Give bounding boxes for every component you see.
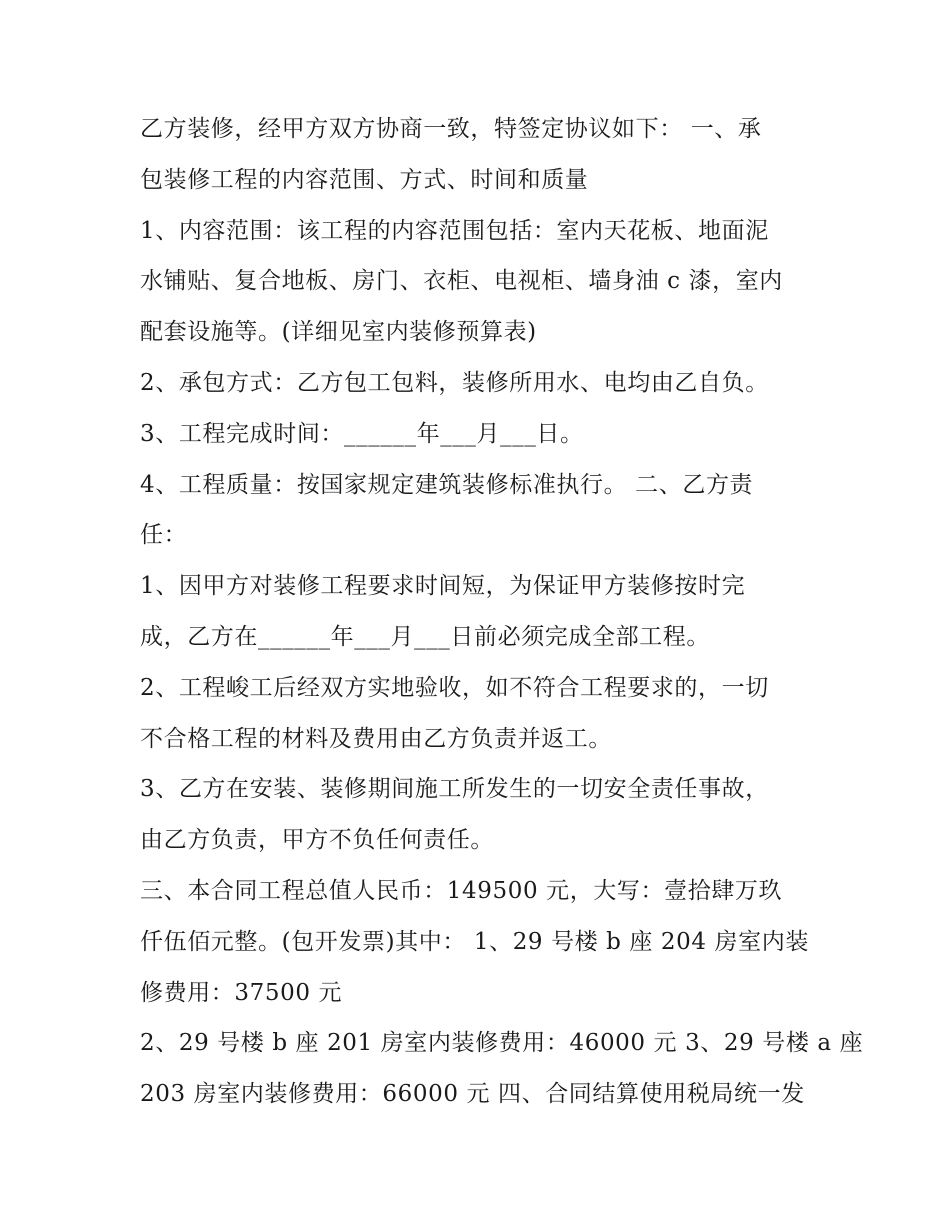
text-line: 包装修工程的内容范围、方式、时间和质量	[140, 166, 589, 193]
text-line: 3、工程完成时间：______年___月___日。	[140, 420, 584, 447]
text-line: 三、本合同工程总值人民币：149500 元，大写：壹拾肆万玖	[140, 877, 783, 904]
text-line: 2、承包方式：乙方包工包料，装修所用水、电均由乙自负。	[140, 369, 769, 396]
text-line: 1、内容范围：该工程的内容范围包括：室内天花板、地面泥	[140, 217, 769, 244]
document-body	[140, 104, 864, 1120]
text-line: 配套设施等。(详细见室内装修预算表)	[140, 319, 537, 346]
text-line: 3、乙方在安装、装修期间施工所发生的一切安全责任事故，	[140, 776, 769, 803]
text-line: 4、工程质量：按国家规定建筑装修标准执行。 二、乙方责	[140, 471, 754, 498]
text-line: 1、因甲方对装修工程要求时间短，为保证甲方装修按时完	[140, 573, 746, 600]
text-line: 乙方装修，经甲方双方协商一致，特签定协议如下： 一、承	[140, 116, 762, 142]
text-line: 成，乙方在______年___月___日前必须完成全部工程。	[140, 623, 710, 650]
text-line: 水铺贴、复合地板、房门、衣柜、电视柜、墙身油 c 漆，室内	[140, 268, 783, 295]
text-line: 修费用：37500 元	[140, 979, 343, 1006]
text-line: 仟伍佰元整。(包开发票)其中： 1、29 号楼 b 座 204 房室内装	[140, 928, 809, 955]
text-line: 不合格工程的材料及费用由乙方负责并返工。	[140, 725, 612, 752]
text-line: 由乙方负责，甲方不负任何责任。	[140, 827, 494, 854]
text-line: 203 房室内装修费用：66000 元 四、合同结算使用税局统一发	[140, 1081, 805, 1108]
text-line: 2、工程峻工后经双方实地验收，如不符合工程要求的，一切	[140, 674, 769, 701]
text-line: 2、29 号楼 b 座 201 房室内装修费用：46000 元 3、29 号楼 a 座	[140, 1030, 864, 1057]
text-line: 任：	[140, 522, 188, 549]
